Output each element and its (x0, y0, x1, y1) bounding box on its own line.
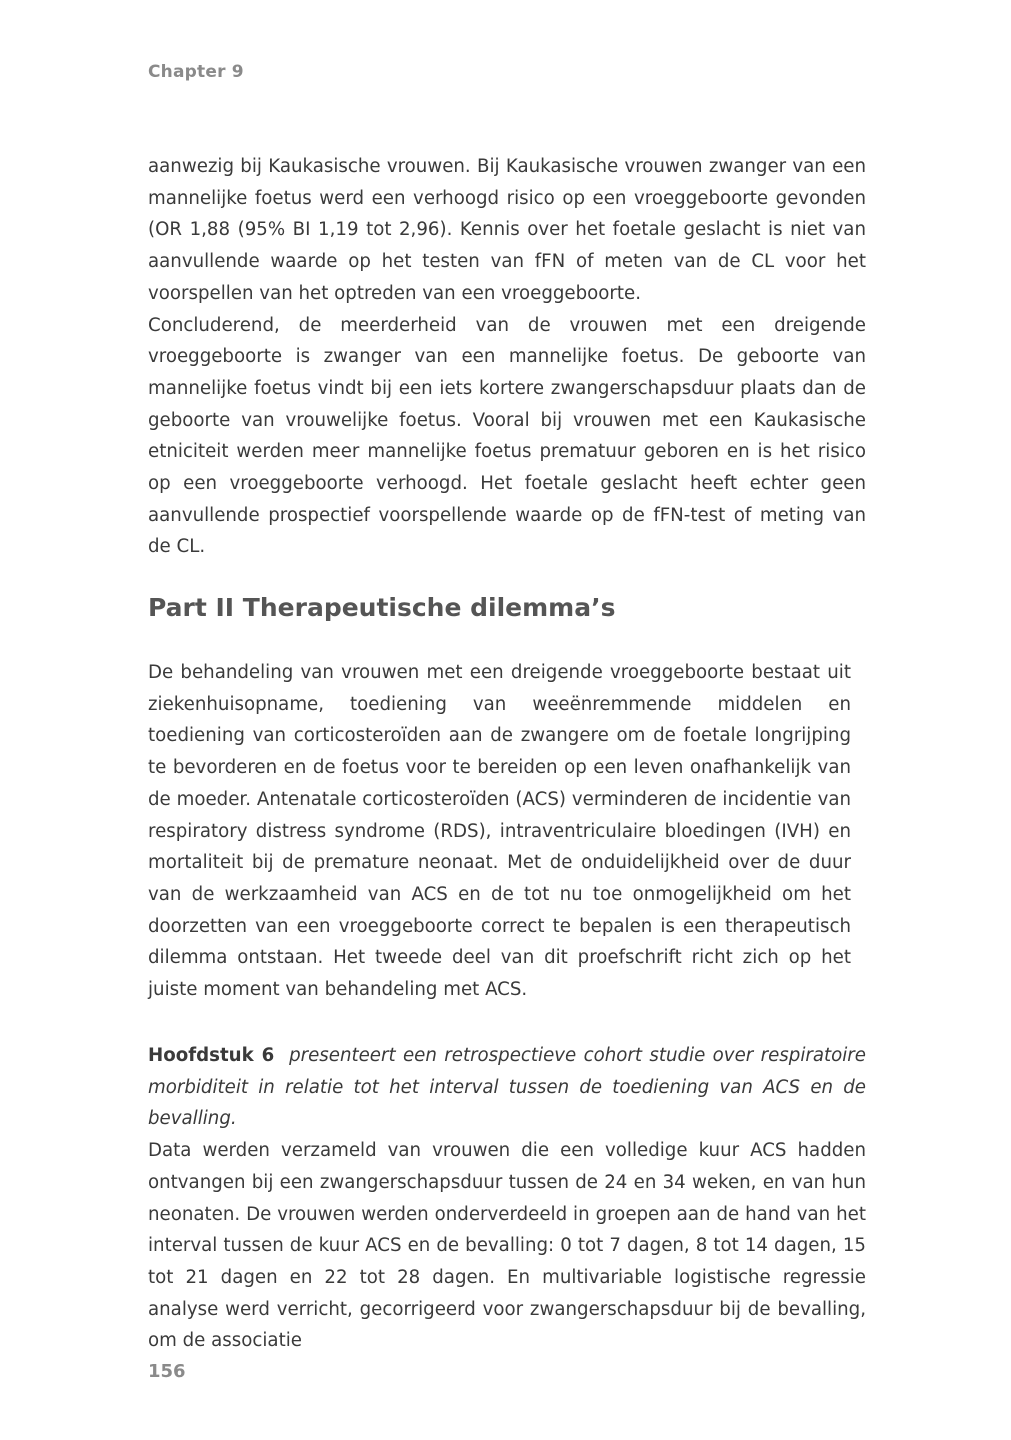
paragraph-chapter-6-body: Data werden verzameld van vrouwen die een volledige kuur ACS hadden ontvangen bij een zwangerschapsduur tussen de 24 en 34 weken, en van hun neonaten. De vrouwen werden onderverdeeld in groepen aan de hand van het interval tussen de kuur ACS en de bevalling: 0 tot 7 dagen, 8 tot 14 dagen, 15 tot 21 dagen en 22 tot 28 dagen. En multivariable logistische regressie analyse werd verricht, gecorrigeerd voor zwangerschapsduur bij de bevalling, om de associatie (148, 1140, 866, 1352)
part-ii-heading: Part II Therapeutische dilemma’s (148, 593, 616, 622)
conclusion-section (148, 151, 866, 563)
chapter-6-label: Hoofdstuk 6 (148, 1045, 275, 1066)
paragraph-ethnicity-results: aanwezig bij Kaukasische vrouwen. Bij Kaukasische vrouwen zwanger van een mannelijke foetus werd een verhoogd risico op een vroeggeboorte gevonden (OR 1,88 (95% BI 1,19 tot 2,96). Kennis over het foetale geslacht is niet van aanvullende waarde op het testen van fFN of meten van de CL voor het voorspellen van het optreden van een vroeggeboorte. (148, 156, 866, 304)
paragraph-conclusion: Concluderend, de meerderheid van de vrouwen met een dreigende vroeggeboorte is zwanger van een mannelijke foetus. De geboorte van mannelijke foetus vindt bij een iets kortere zwangerschapsduur plaats dan de geboorte van vrouwelijke foetus. Vooral bij vrouwen met een Kaukasische etniciteit werden meer mannelijke foetus prematuur geboren en is het risico op een vroeggeboorte verhoogd. Het foetale geslacht heeft echter geen aanvullende prospectief voorspellende waarde op de fFN-test of meting van de CL. (148, 314, 866, 558)
part-ii-intro (148, 657, 851, 1006)
chapter-6-section (148, 1040, 866, 1357)
page-number: 156 (148, 1361, 186, 1382)
chapter-6-summary: presenteert een retrospectieve cohort studie over respiratoire morbiditeit in relatie tot het interval tussen de toediening van ACS en de bevalling. (148, 1045, 866, 1130)
running-header: Chapter 9 (148, 62, 244, 82)
chapter-6-lead (148, 1040, 866, 1135)
paragraph-part-ii-intro: De behandeling van vrouwen met een dreigende vroeggeboorte bestaat uit ziekenhuisopname, toediening van weeënremmende middelen en toediening van corticosteroïden aan de zwangere om de foetale longrijping te bevorderen en de foetus voor te bereiden op een leven onafhankelijk van de moeder. Antenatale corticosteroïden (ACS) verminderen de incidentie van respiratory distress syndrome (RDS), intraventriculaire bloedingen (IVH) en mortaliteit bij de premature neonaat. Met de onduidelijkheid over de duur van de werkzaamheid van ACS en de tot nu toe onmogelijkheid om het doorzetten van een vroeggeboorte correct te bepalen is een therapeutisch dilemma ontstaan. Het tweede deel van dit proefschrift richt zich op het juiste moment van behandeling met ACS. (148, 662, 851, 1001)
